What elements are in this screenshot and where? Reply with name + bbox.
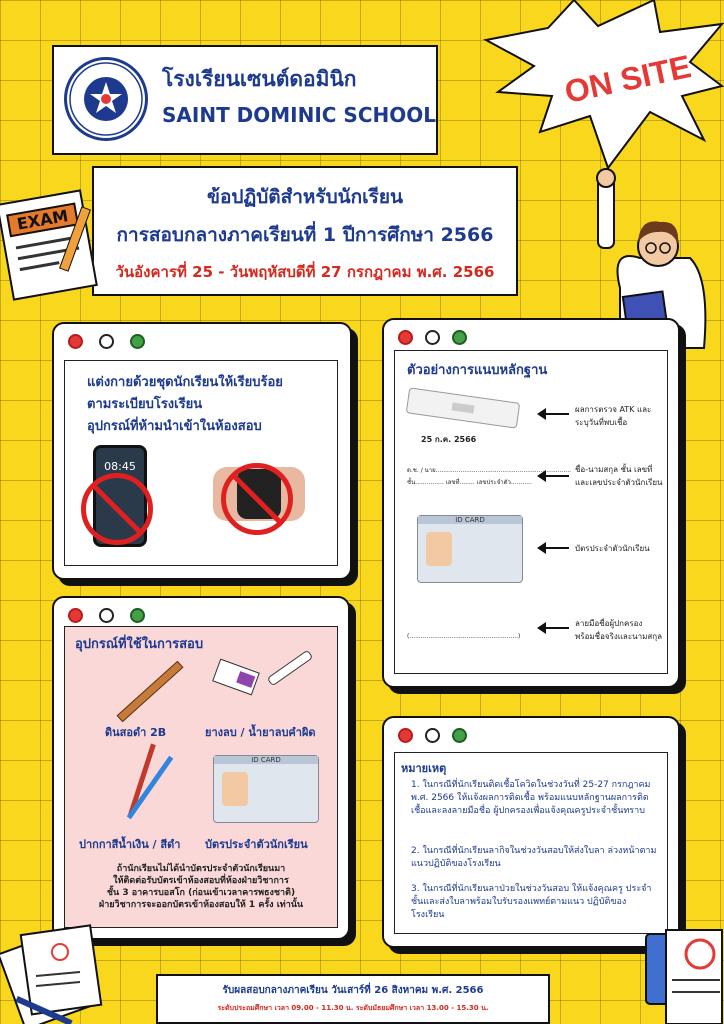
close-dot-icon xyxy=(68,334,83,349)
evidence-heading: ตัวอย่างการแนบหลักฐาน xyxy=(407,363,548,378)
title-line2: การสอบกลางภาคเรียนที่ 1 ปีการศึกษา 2566 xyxy=(116,224,494,246)
form-note: ชื่อ-นามสกุล ชั้น เลขที่ และเลขประจำตัวนักเรียน xyxy=(575,465,663,487)
evidence-card xyxy=(382,318,680,688)
on-site-label: ON SITE xyxy=(561,48,695,110)
id-card-image xyxy=(213,755,319,823)
remark-item: 1. ในกรณีที่นักเรียนติดเชื้อโควิดในช่วงวันที่ 25-27 กรกฎาคม พ.ศ. 2566 ให้แจ้งผลการติดเชื้อ พร้อมแนบหลักฐานผลการติดเชื้อและลงลายมือชื่อ ผู้ปกครองเพื่อแจ้งคุณครูประจำชั้นทราบ xyxy=(411,780,651,817)
minimize-dot-icon xyxy=(99,334,114,349)
minimize-dot-icon xyxy=(425,330,440,345)
pencil-label: ดินสอดำ 2B xyxy=(105,726,167,739)
close-dot-icon xyxy=(398,330,413,345)
maximize-dot-icon xyxy=(452,330,467,345)
remark-item: 2. ในกรณีที่นักเรียนลากิจในช่วงวันสอบให้ส่งใบลา ล่วงหน้าตามแนวปฏิบัติของโรงเรียน xyxy=(411,846,657,870)
form-line1: ด.ช. / นาย....................................................................... xyxy=(407,467,572,474)
equipment-note-2: ให้ติดต่อรับบัตรเข้าห้องสอบที่ห้องฝ่ายวิชาการ xyxy=(113,876,289,887)
equipment-heading: อุปกรณ์ที่ใช้ในการสอบ xyxy=(75,637,204,652)
dress-line1: แต่งกายด้วยชุดนักเรียนให้เรียบร้อย xyxy=(87,375,283,390)
avatar-icon xyxy=(222,772,248,806)
title-line3: วันอังคารที่ 25 - วันพฤหัสบดีที่ 27 กรกฎาคม พ.ศ. 2566 xyxy=(115,263,495,281)
id-card-label: ID CARD xyxy=(214,756,318,764)
papers-illustration xyxy=(0,920,110,1024)
school-header xyxy=(52,45,438,155)
minimize-dot-icon xyxy=(425,728,440,743)
id-card-label: ID CARD xyxy=(418,516,522,524)
sign-line: (.........................................................) xyxy=(407,633,521,640)
equipment-note-1: ถ้านักเรียนไม่ได้นำบัตรประจำตัวนักเรียนมา xyxy=(116,864,286,874)
on-site-burst xyxy=(478,0,724,172)
arrow-icon xyxy=(545,627,569,629)
dress-line3: อุปกรณ์ที่ห้ามนำเข้าในห้องสอบ xyxy=(87,419,262,434)
exam-label: EXAM xyxy=(6,202,79,237)
dress-line2: ตามระเบียบโรงเรียน xyxy=(87,397,203,412)
arrow-icon xyxy=(545,475,569,477)
remarks-heading: หมายเหตุ xyxy=(401,762,447,775)
prohibited-phone-icon xyxy=(81,473,153,545)
results-footer xyxy=(156,974,550,1024)
equipment-note-3: ชั้น 3 อาคารบอสโก (ก่อนเข้าเวลาคารพธงชาติ) xyxy=(106,888,296,899)
close-dot-icon xyxy=(68,608,83,623)
eraser-image xyxy=(212,659,260,696)
equipment-note-4: ฝ่ายวิชาการจะออกบัตรเข้าห้องสอบให้ 1 ครั้ง เท่านั้น xyxy=(98,900,304,911)
prohibited-watch-icon xyxy=(221,463,293,535)
maximize-dot-icon xyxy=(130,608,145,623)
maximize-dot-icon xyxy=(452,728,467,743)
dress-card xyxy=(52,322,352,580)
school-name-en: SAINT DOMINIC SCHOOL xyxy=(162,103,437,127)
atk-note: ผลการตรวจ ATK และระบุวันที่พบเชื้อ xyxy=(575,405,652,427)
school-logo xyxy=(64,57,148,141)
atk-date: 25 ก.ค. 2566 xyxy=(421,435,477,444)
title-line1: ข้อปฏิบัติสำหรับนักเรียน xyxy=(207,186,403,208)
form-line2: ชั้น............... เลขที่........ เลขประจำตัว........... xyxy=(407,479,532,486)
pen-image xyxy=(127,756,174,819)
card-note: บัตรประจำตัวนักเรียน xyxy=(575,544,650,553)
remark-item: 3. ในกรณีที่นักเรียนลาป่วยในช่วงวันสอบ ให้แจ้งคุณครู ประจำชั้นและส่งใบลาพร้อมใบรับรองแพทย์ตามแนว ปฏิบัติของโรงเรียน xyxy=(411,884,652,921)
maximize-dot-icon xyxy=(130,334,145,349)
id-card-image xyxy=(417,515,523,583)
title-box xyxy=(92,166,518,296)
minimize-dot-icon xyxy=(99,608,114,623)
footer-line2: ระดับประถมศึกษา เวลา 09.00 - 11.30 น. ระดับมัธยมศึกษา เวลา 13.00 - 15.30 น. xyxy=(217,1004,489,1012)
school-name-th: โรงเรียนเซนต์ดอมินิก xyxy=(162,67,357,91)
grade-paper-illustration xyxy=(636,920,724,1024)
eraser-label: ยางลบ / น้ำยาลบคำผิด xyxy=(205,726,316,739)
footer-line1: รับผลสอบกลางภาคเรียน วันเสาร์ที่ 26 สิงหาคม พ.ศ. 2566 xyxy=(222,985,484,996)
pencil-image xyxy=(117,661,184,723)
atk-test-image xyxy=(406,387,521,428)
equipment-card xyxy=(52,596,350,940)
arrow-icon xyxy=(545,413,569,415)
phone-time: 08:45 xyxy=(104,460,136,473)
sign-note: ลายมือชื่อผู้ปกครอง พร้อมชื่อจริงและนามสกุล xyxy=(575,619,662,641)
correction-pen-image xyxy=(267,650,314,687)
pen-label: ปากกาสีน้ำเงิน / สีดำ xyxy=(79,838,181,851)
avatar-icon xyxy=(426,532,452,566)
close-dot-icon xyxy=(398,728,413,743)
arrow-icon xyxy=(545,547,569,549)
id-card-caption: บัตรประจำตัวนักเรียน xyxy=(205,838,308,851)
remarks-card xyxy=(382,716,680,948)
